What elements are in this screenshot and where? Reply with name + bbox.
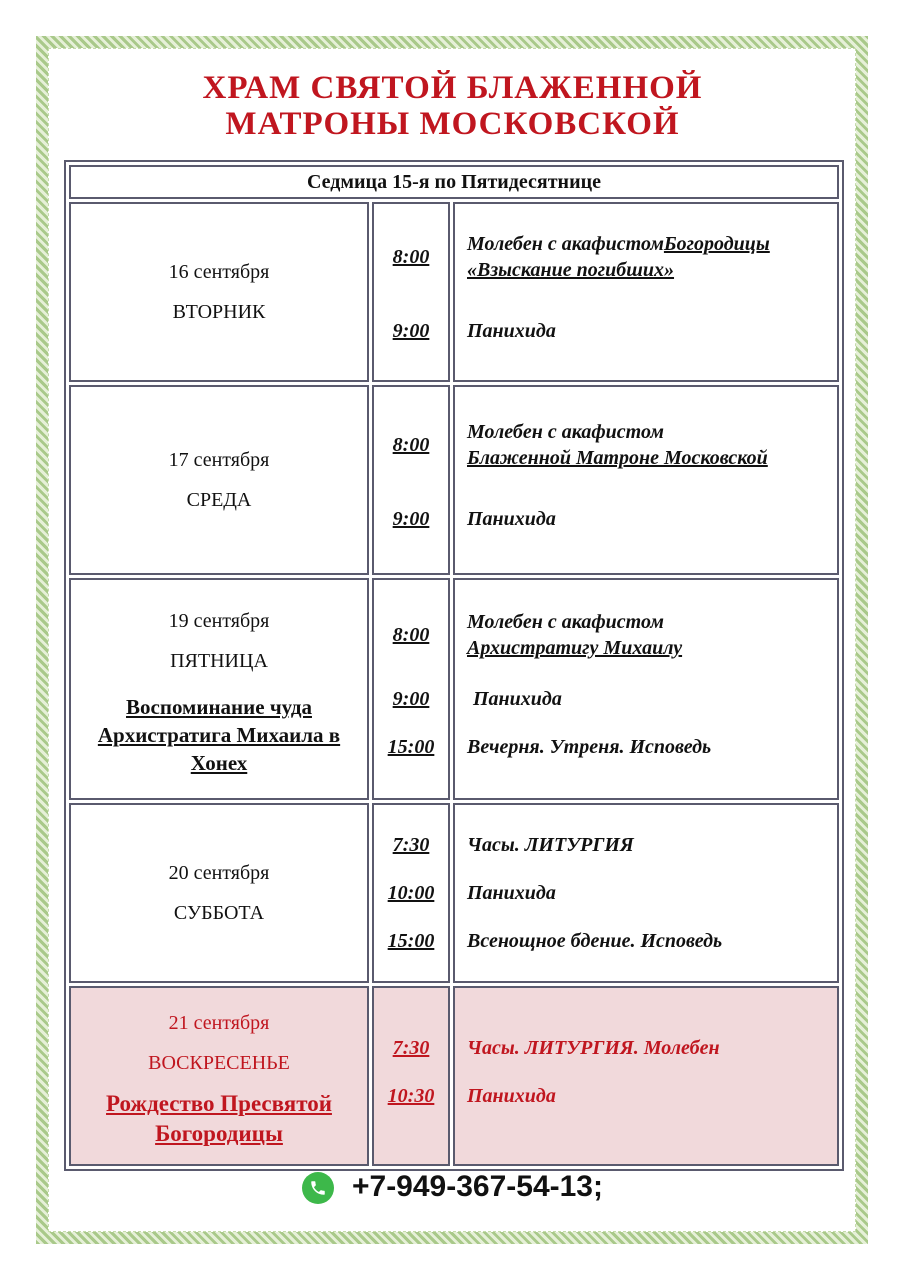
service-item: Панихида [467, 508, 556, 530]
day-date: 16 сентября [168, 261, 270, 283]
service-time: 9:00 [392, 319, 430, 342]
service-cell [453, 385, 839, 575]
service-time: 8:00 [392, 245, 430, 268]
service-time: 9:00 [392, 687, 430, 710]
table-row [69, 803, 839, 983]
feast-title: Рождество Пресвятой Богородицы [106, 1091, 332, 1146]
service-time: 15:00 [387, 735, 435, 758]
service-time: 9:00 [392, 507, 430, 530]
day-cell [69, 202, 369, 382]
day-weekday: ВОСКРЕСЕНЬЕ [148, 1052, 290, 1074]
day-cell [69, 986, 369, 1166]
week-label: Седмица 15-я по Пятидесятнице [69, 165, 839, 199]
day-cell [69, 803, 369, 983]
contact-phone [0, 1170, 905, 1204]
table-row [69, 385, 839, 575]
service-item: Часы. ЛИТУРГИЯ [467, 834, 634, 856]
day-weekday: СРЕДА [186, 489, 252, 511]
time-cell [372, 385, 450, 575]
service-cell [453, 578, 839, 800]
table-row [69, 202, 839, 382]
service-item: Вечерня. Утреня. Исповедь [467, 736, 712, 758]
day-weekday: ВТОРНИК [172, 301, 266, 323]
time-cell [372, 578, 450, 800]
service-time: 7:30 [392, 1036, 430, 1059]
schedule-table [64, 160, 844, 1171]
service-cell [453, 202, 839, 382]
service-time: 10:00 [387, 881, 435, 904]
time-cell [372, 803, 450, 983]
service-item: Часы. ЛИТУРГИЯ. Молебен [467, 1037, 720, 1059]
service-cell [453, 986, 839, 1166]
service-time: 10:30 [387, 1084, 435, 1107]
title-line-1: ХРАМ СВЯТОЙ БЛАЖЕННОЙ [202, 70, 703, 106]
service-item: Панихида [467, 320, 556, 342]
service-item: Молебен с акафистомБогородицы «Взыскание погибших» [467, 233, 770, 281]
table-row [69, 986, 839, 1166]
day-weekday: ПЯТНИЦА [170, 650, 268, 672]
day-date: 19 сентября [168, 610, 270, 632]
title-line-2: МАТРОНЫ МОСКОВСКОЙ [225, 106, 680, 142]
service-time: 15:00 [387, 929, 435, 952]
service-cell [453, 803, 839, 983]
service-item: Панихида [467, 882, 556, 904]
service-time: 8:00 [392, 433, 430, 456]
service-item: Молебен с акафистом Архистратигу Михаилу [467, 611, 683, 659]
service-time: 8:00 [392, 623, 430, 646]
service-item: Всенощное бдение. Исповедь [467, 930, 723, 952]
day-weekday: СУББОТА [173, 902, 265, 924]
day-date: 17 сентября [168, 449, 270, 471]
phone-icon [302, 1172, 334, 1204]
service-item: Панихида [473, 688, 562, 710]
page-title [0, 70, 905, 142]
day-cell [69, 385, 369, 575]
service-item: Панихида [467, 1085, 556, 1107]
time-cell [372, 202, 450, 382]
phone-number: +7-949-367-54-13; [351, 1170, 603, 1203]
day-date: 20 сентября [168, 862, 270, 884]
day-date: 21 сентября [168, 1012, 270, 1034]
table-row [69, 578, 839, 800]
service-time: 7:30 [392, 833, 430, 856]
time-cell [372, 986, 450, 1166]
feast-title: Воспоминание чуда Архистратига Михаила в Хонех [97, 695, 341, 775]
day-cell [69, 578, 369, 800]
service-item: Молебен с акафистом Блаженной Матроне Московской [467, 421, 768, 469]
